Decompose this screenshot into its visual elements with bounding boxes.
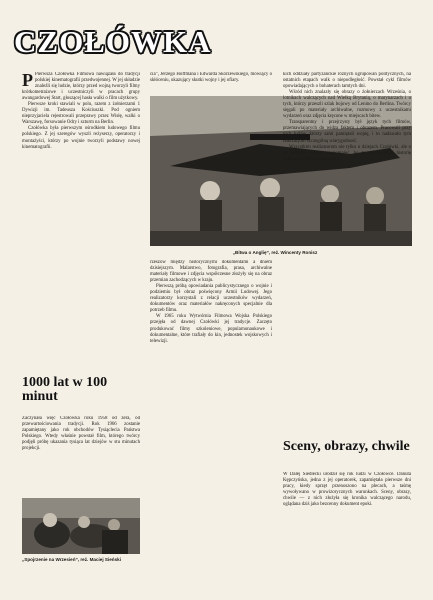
photo-image [22,498,140,554]
photo-caption-top: „Bitwa o Anglię”, reż. Wincenty Ronisz [232,250,318,255]
paragraph: W Dalej Siedlecki urodził się rok ludzi w Czołówce. Danuta Kępczyńska, jedna z jej operatorek, zapamiętała pierwsze dni pracy, kiedy sprzęt przenoszono na plecach, a taśmę wywoływano w prowizorycznych warunkach. Sceny, obrazy, chwile — z nich złożyła się kronika walczącego narodu, oglądana dziś jako bezcenny dokument epoki. [283,472,411,508]
article-column-3b [283,472,411,594]
paragraph: Wszystkim realizatorom nie tylko o dziejach Czołówki, ale o jej ludziach warto przypomnieć, bo to oni tworzyli historię polskiego filmu wojskowego. [283,144,411,162]
paragraph: Zaczynała więc Czołówka roku 1958 od zera, od przewartościowania tradycji. Rok 1966 zostanie zapamiętany jako rok obchodów Tysiąclecia Państwa Polskiego. Wtedy właśnie powstał film, którego twórcy podjęli próbę ukazania tysiąca lat dziejów w stu minutach projekcji. [22,416,140,452]
section-heading-1000-lat: 1000 lat w 100 minut [22,375,108,404]
paragraph: P Pierwsza Czołówka Filmowa nawiązała do tradycji polskiej kinematografii przedwojennej. W jej składzie znaleźli się ludzie, którzy przed wojną tworzyli filmy krótkometrażowe i uczestniczyli w pracach grupy awangardowej Start, głoszącej hasła walki o film użytkowy. [22,72,140,102]
photo-caption-bottom: „Spojrzenie na Wrzesień”, reż. Maciej Sieński [22,557,121,562]
paragraph: Wśród nich znalazły się obrazy o żołnierzach Września, o lotnikach walczących nad Wielką Brytanią, o marynarzach i o tych, którzy przeszli szlak bojowy od Lenino do Berlina. Twórcy sięgali po materiały archiwalne, rozmowy z uczestnikami wydarzeń oraz zdjęcia kręcone w miejscach bitew. [283,90,411,120]
paragraph: rzeszów między historycznymi dokumentami a dniem dzisiejszym. Malarstwo, fotografia, prasa, archiwalne materiały filmowe i zdjęcia współczesne złożyły się na obraz przemian zachodzących w kraju. [150,260,272,284]
article-column-3 [283,72,411,435]
section-heading-sceny: Sceny, obrazy, chwile [283,439,410,454]
paragraph: Czołówka była pierwszym ośrodkiem ludowego filmu polskiego. Z jej szeregów wyszli reżyserzy, operatorzy i montażyści, którzy po wojnie tworzyli podstawy nowej kinematografii. [22,126,140,150]
article-column-1 [22,72,140,364]
paragraph: W 1965 roku Wytwórnia Filmowa Wojska Polskiego przejęła od dawnej Czołówki jej tradycje. Zaczęto produkować filmy szkoleniowe, popularnonaukowe i dokumentalne, które trafiały do kin, jednostek wojskowych i telewizji. [150,314,272,344]
paragraph: Transparentny i przejrzysty był język tych filmów, przemawiających do widza faktem i obrazem. Pracowali przy nich ludzie, którzy sami pamiętali wojnę, i to nadawało tym realizacjom szczególną wiarygodność. [283,120,411,144]
masthead-title: CZOŁÓWKA [14,24,212,59]
drop-cap: P [22,72,33,90]
paragraph: cia”, Jerzego Hoffmana i Edwarda Skórzewskiego, mówiący o skłóceniu, ukazujący skutki wojny i jej ofiary. [150,72,272,84]
article-column-1b [22,416,140,494]
article-column-2 [150,260,272,555]
photo-spojrzenie [22,498,140,554]
paragraph: Pierwsze kroki stawiali w polu, razem z żołnierzami 1 Dywizji im. Tadeusza Kościuszki. Pod ogniem nieprzyjaciela rejestrowali przeprawy przez Wisłę, walki o Warszawę, forsowanie Odry i szturm na Berlin. [22,102,140,126]
article-column-2-top [150,72,272,92]
paragraph: kich oddziały partyzanckie różnych ugrupowań politycznych, na ostatnich etapach walk o niepodległość. Powstał cykl filmów opowiadających o bohaterach tamtych dni. [283,72,411,90]
paragraph: Pierwszą próbą opowiadania publicystycznego o wojnie i podziemiu był obraz poświęcony Armii Ludowej. Jego realizatorzy korzystali z relacji uczestników wydarzeń, dokumentów oraz materiałów nakręconych specjalnie dla potrzeb filmu. [150,284,272,314]
